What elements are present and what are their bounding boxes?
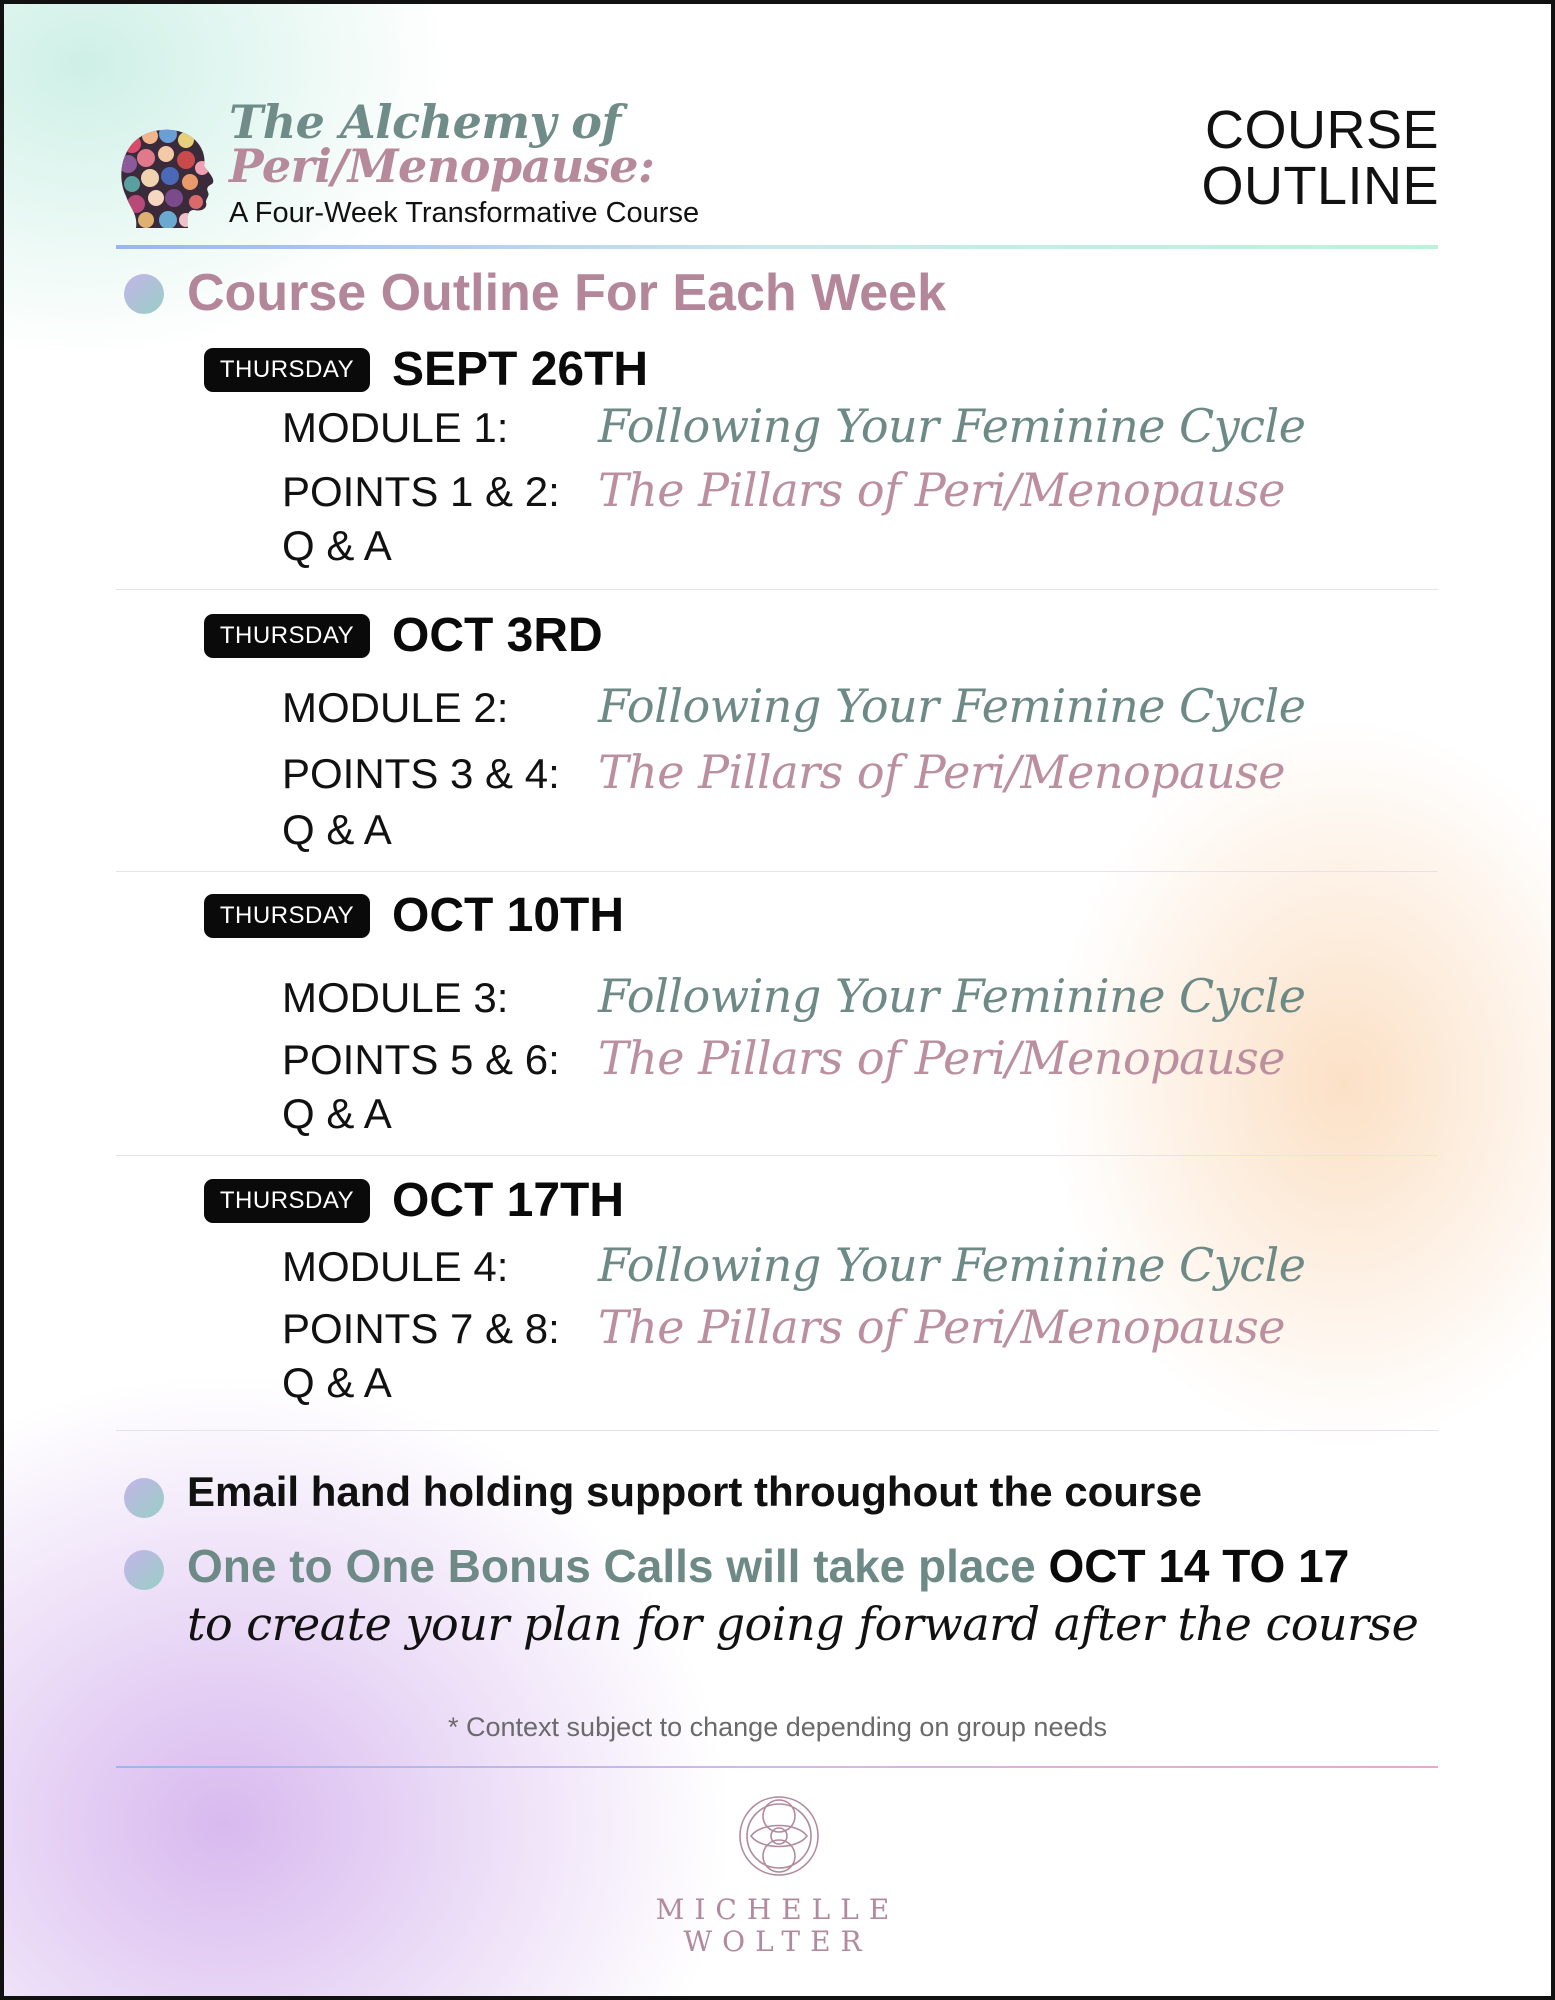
module-label: MODULE 1: [282,404,509,451]
points-label: POINTS 5 & 6: [282,1036,560,1083]
points-label: POINTS 1 & 2: [282,468,560,515]
week-date: SEPT 26TH [392,343,649,396]
qa-label: Q & A [282,806,392,853]
eye-circles-logo-icon [737,1790,821,1882]
week-date: OCT 3RD [392,609,603,662]
module-topic: Following Your Feminine Cycle [598,969,1306,1023]
header-divider [116,245,1438,249]
bullet-dot-icon [124,1478,164,1518]
change-disclaimer: * Context subject to change depending on group needs [448,1712,1107,1742]
week-divider [116,1155,1438,1156]
brand-name-line-1: MICHELLE [655,1893,900,1926]
week-divider [116,1430,1438,1431]
week-date: OCT 17TH [392,1174,625,1227]
points-topic: The Pillars of Peri/Menopause [598,463,1285,517]
bonus-subtext: to create your plan for going forward after the course [187,1597,1419,1651]
qa-label: Q & A [282,1359,392,1406]
document-label-line-2: OUTLINE [1201,156,1439,216]
week-divider [116,589,1438,590]
week-divider [116,871,1438,872]
day-badge: THURSDAY [204,1179,370,1223]
section-heading: Course Outline For Each Week [187,264,947,322]
qa-label: Q & A [282,1090,392,1137]
footer-divider [116,1766,1438,1768]
bonus-dates: OCT 14 TO 17 [1048,1540,1350,1592]
support-text: Email hand holding support throughout the course [187,1468,1202,1515]
points-topic: The Pillars of Peri/Menopause [598,745,1285,799]
head-silhouette-collage-icon [116,122,220,232]
brand-name-line-2: WOLTER [683,1925,872,1958]
day-badge: THURSDAY [204,614,370,658]
bonus-calls-line [187,1537,1349,1595]
brand-name [4,1894,1551,1958]
points-topic: The Pillars of Peri/Menopause [598,1031,1285,1085]
module-label: MODULE 2: [282,684,509,731]
points-label: POINTS 3 & 4: [282,750,560,797]
module-label: MODULE 3: [282,974,509,1021]
bonus-highlight: One to One Bonus Calls will take place [187,1540,1036,1592]
course-subtitle: A Four-Week Transformative Course [229,197,700,229]
module-topic: Following Your Feminine Cycle [598,399,1306,453]
bullet-dot-icon [124,1550,164,1590]
course-title-line-1: The Alchemy of [229,95,621,149]
document-label-line-1: COURSE [1204,100,1439,160]
day-badge: THURSDAY [204,348,370,392]
points-label: POINTS 7 & 8: [282,1305,560,1352]
points-topic: The Pillars of Peri/Menopause [598,1300,1285,1354]
course-title-line-2: Peri/Menopause: [229,139,655,193]
module-label: MODULE 4: [282,1243,509,1290]
bullet-dot-icon [124,274,164,314]
document-label [1201,102,1439,214]
module-topic: Following Your Feminine Cycle [598,679,1306,733]
day-badge: THURSDAY [204,894,370,938]
module-topic: Following Your Feminine Cycle [598,1238,1306,1292]
qa-label: Q & A [282,522,392,569]
week-date: OCT 10TH [392,889,625,942]
